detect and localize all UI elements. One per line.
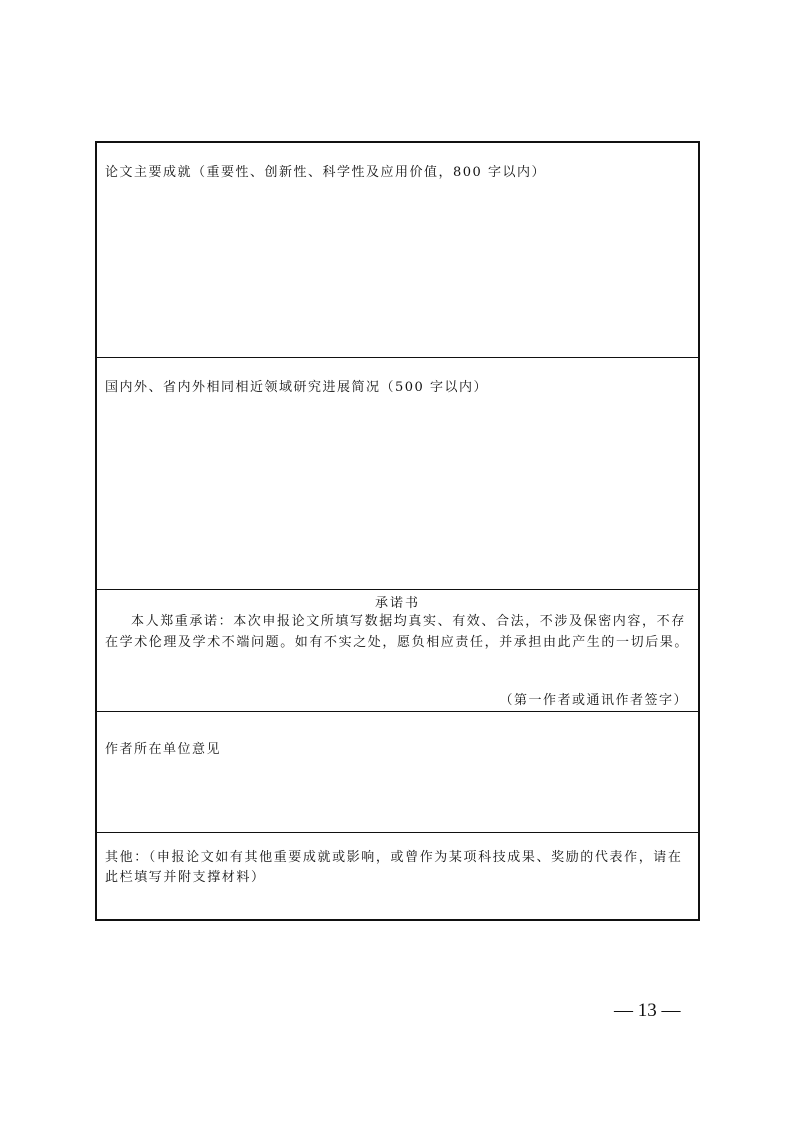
research-progress-section[interactable] bbox=[97, 358, 698, 589]
unit-opinion-label: 作者所在单位意见 bbox=[105, 742, 222, 757]
unit-opinion-section[interactable] bbox=[97, 712, 698, 832]
achievements-section[interactable] bbox=[97, 143, 698, 357]
page-number: — 13 — bbox=[614, 1000, 681, 1021]
other-label: 其他：（申报论文如有其他重要成就或影响，或曾作为某项科技成果、奖励的代表作，请在此栏填写并附支撑材料） bbox=[105, 850, 683, 885]
pledge-section bbox=[97, 590, 698, 711]
application-form-table bbox=[95, 141, 700, 921]
other-section[interactable] bbox=[97, 833, 698, 921]
signature-label: （第一作者或通讯作者签字） bbox=[499, 693, 688, 708]
achievements-label: 论文主要成就（重要性、创新性、科学性及应用价值，800 字以内） bbox=[105, 165, 546, 180]
pledge-title: 承诺书 bbox=[374, 596, 420, 611]
pledge-text: 本人郑重承诺：本次申报论文所填写数据均真实、有效、合法，不涉及保密内容，不存在学术伦理及学术不端问题。如有不实之处，愿负相应责任，并承担由此产生的一切后果。 bbox=[105, 614, 690, 650]
research-progress-label: 国内外、省内外相同相近领域研究进展简况（500 字以内） bbox=[105, 380, 488, 395]
